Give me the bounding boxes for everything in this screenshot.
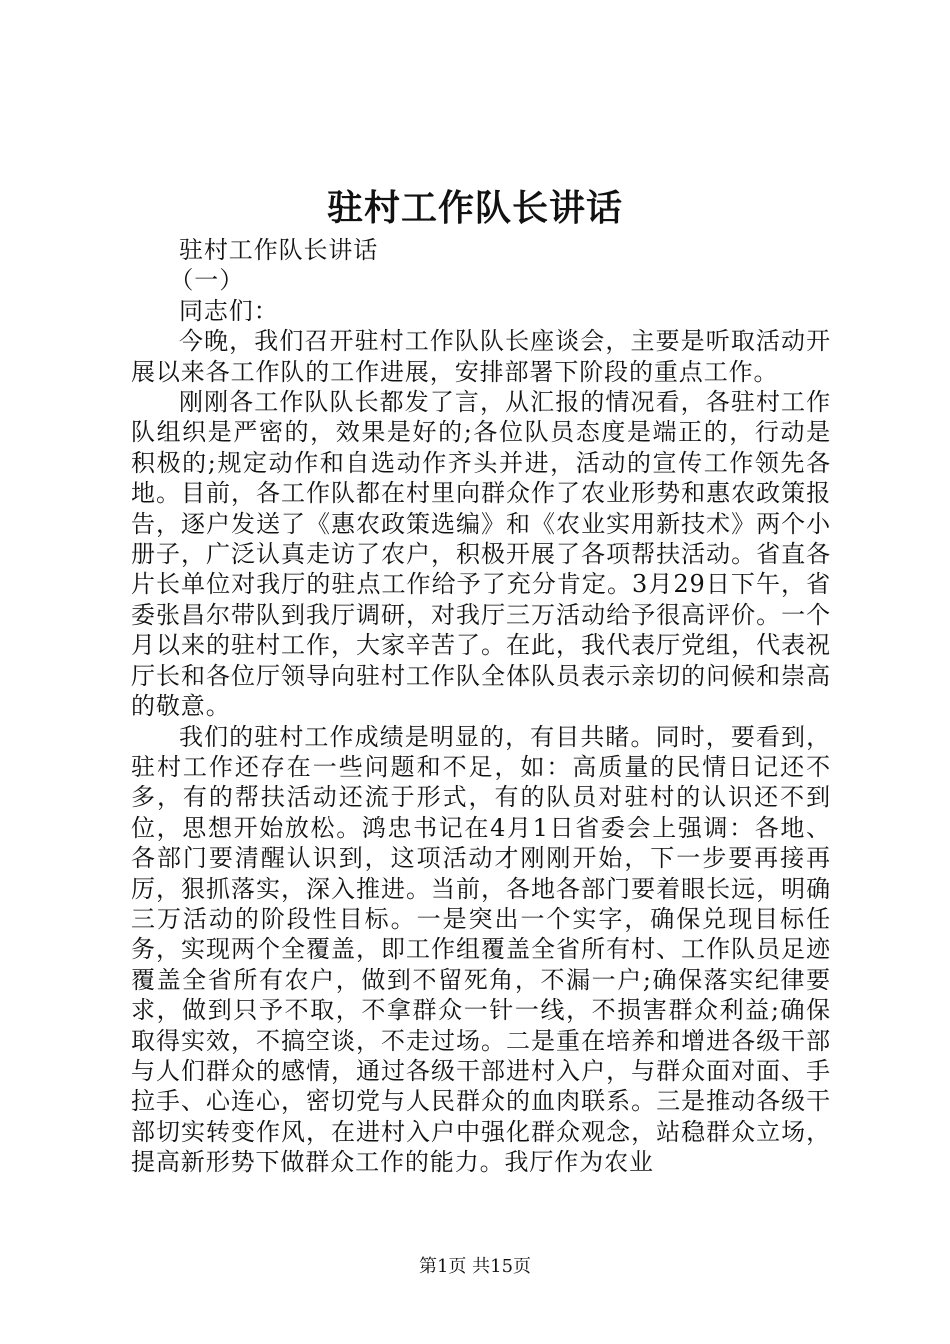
page-footer: 第1页 共15页 (418, 1256, 532, 1277)
document-subtitle: 驻村工作队长讲话 (179, 236, 379, 264)
paragraph: 我们的驻村工作成绩是明显的，有目共睹。同时，要看到，驻村工作还存在一些问题和不足，如：高质量的民情日记还不多，有的帮扶活动还流于形式，有的队员对驻村的认识还不到位，思想开始放松。鸿忠书记在4月1日省委会上强调：各地、各部门要清醒认识到，这项活动才刚刚开始，下一步要再接再厉，狠抓落实，深入推进。当前，各地各部门要着眼长远，明确三万活动的阶段性目标。一是突出一个实字，确保兑现目标任务，实现两个全覆盖，即工作组覆盖全省所有村、工作队员足迹覆盖全省所有农户，做到不留死角，不漏一户;确保落实纪律要求，做到只予不取，不拿群众一针一线，不损害群众利益;确保取得实效，不搞空谈，不走过场。二是重在培养和增进各级干部与人们群众的感情，通过各级干部进村入户，与群众面对面、手拉手、心连心，密切党与人民群众的血肉联系。三是推动各级干部切实转变作风，在进村入户中强化群众观念，站稳群众立场，提高新形势下做群众工作的能力。我厅作为农业 (131, 722, 831, 1177)
salutation: 同志们： (179, 296, 279, 325)
paragraph: 今晚，我们召开驻村工作队队长座谈会，主要是听取活动开展以来各工作队的工作进展，安排部署下阶段的重点工作。 (131, 327, 831, 386)
paragraph: 刚刚各工作队队长都发了言，从汇报的情况看，各驻村工作队组织是严密的，效果是好的;各位队员态度是端正的，行动是积极的;规定动作和自选动作齐头并进，活动的宣传工作领先各地。目前，各工作队都在村里向群众作了农业形势和惠农政策报告，逐户发送了《惠农政策选编》和《农业实用新技术》两个小册子，广泛认真走访了农户，积极开展了各项帮扶活动。省直各片长单位对我厅的驻点工作给予了充分肯定。3月29日下午，省委张昌尔带队到我厅调研，对我厅三万活动给予很高评价。一个月以来的驻村工作，大家辛苦了。在此，我代表厅党组，代表祝厅长和各位厅领导向驻村工作队全体队员表示亲切的问候和崇高的敬意。 (131, 388, 831, 721)
page-title: 驻村工作队长讲话 (326, 187, 623, 229)
document-body (131, 235, 831, 1178)
section-number: （一） (169, 266, 245, 295)
